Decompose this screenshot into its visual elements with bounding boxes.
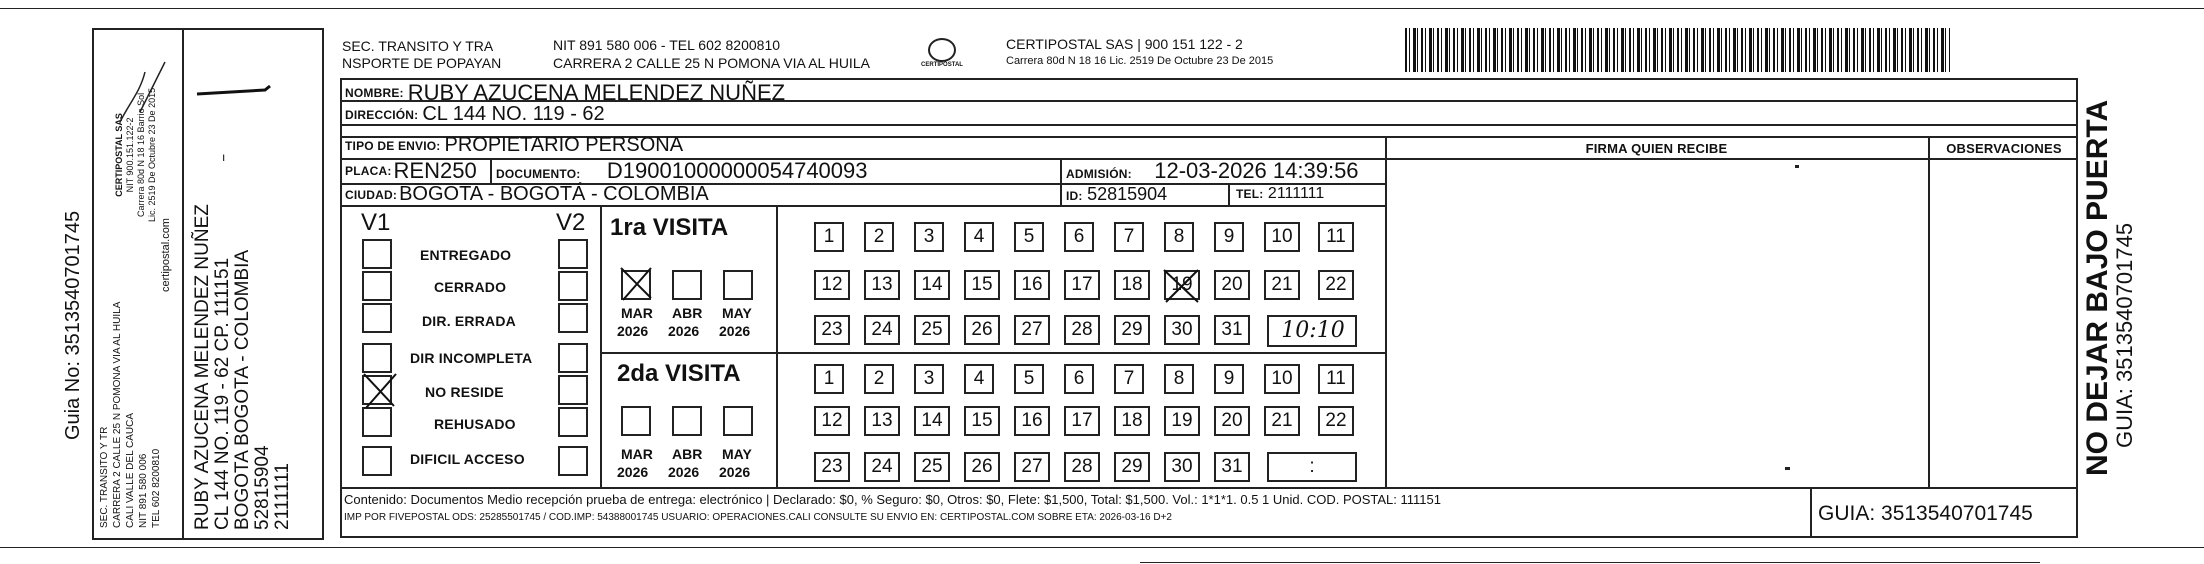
visit2-day-31[interactable]: 31 — [1214, 452, 1250, 482]
status-dificil-acceso: DIFICIL ACCESO — [410, 451, 525, 467]
visit2-day-10[interactable]: 10 — [1264, 364, 1300, 394]
id-group — [1066, 184, 1167, 205]
visit2-day-26[interactable]: 26 — [964, 452, 1000, 482]
status-dir-incompleta: DIR INCOMPLETA — [410, 350, 533, 366]
v2-checkbox-dir-incompleta[interactable] — [558, 343, 588, 373]
company-info — [1006, 36, 1273, 67]
v2-checkbox-dir-errada[interactable] — [558, 303, 588, 333]
admision-group — [1066, 158, 1359, 184]
visit2-day-7[interactable]: 7 — [1114, 364, 1144, 394]
documento-group — [496, 158, 868, 184]
visit2-day-2[interactable]: 2 — [864, 364, 894, 394]
v2-checkbox-rehusado[interactable] — [558, 407, 588, 437]
visit1-day-7[interactable]: 7 — [1114, 222, 1144, 252]
stub-recipient-line: BOGOTA BOGOTA - COLOMBIA — [232, 249, 253, 530]
visit2-day-20[interactable]: 20 — [1214, 406, 1250, 436]
v2-checkbox-entregado[interactable] — [558, 239, 588, 269]
logo-icon — [928, 38, 956, 62]
visit1-title: 1ra VISITA — [610, 214, 729, 241]
sender-info — [553, 36, 870, 72]
obs-col-left — [1928, 136, 1930, 488]
visit2-day-14[interactable]: 14 — [914, 406, 950, 436]
visit1-day-1[interactable]: 1 — [814, 222, 844, 252]
visit2-day-23[interactable]: 23 — [814, 452, 850, 482]
visit2-day-28[interactable]: 28 — [1064, 452, 1100, 482]
visit1-year-may: 2026 — [719, 323, 751, 339]
visit1-day-2[interactable]: 2 — [864, 222, 894, 252]
nombre-label: NOMBRE: — [345, 86, 404, 100]
id-value: 52815904 — [1087, 184, 1168, 204]
id-divider — [1228, 183, 1230, 205]
stub-signature-mark — [110, 52, 170, 132]
stub-company-line: Lic. 2519 De Octubre 23 De 2015 — [147, 87, 157, 222]
sender-name-2: NSPORTE DE POPAYAN — [342, 55, 502, 71]
visit2-day-22[interactable]: 22 — [1318, 406, 1354, 436]
visit2-day-4[interactable]: 4 — [964, 364, 994, 394]
footer-guia: GUIA: 3513540701745 — [1818, 502, 2033, 525]
placa-label: PLACA: — [345, 164, 392, 178]
visit1-year-abr: 2026 — [668, 323, 700, 339]
visit1-day-5[interactable]: 5 — [1014, 222, 1044, 252]
sender-name-1: SEC. TRANSITO Y TRA — [342, 38, 494, 54]
stub-company-line: CERTIPOSTAL SAS — [114, 113, 124, 197]
visit2-month-mar: MAR — [621, 446, 653, 462]
visit1-mar-check-mark — [617, 264, 657, 304]
stub-recipient-line: CL 144 NO. 119 - 62 CP. 111151 — [212, 257, 233, 530]
v2-checkbox-no-reside[interactable] — [558, 375, 588, 405]
visit2-day-11[interactable]: 11 — [1318, 364, 1354, 394]
visit2-day-29[interactable]: 29 — [1114, 452, 1150, 482]
visit2-day-17[interactable]: 17 — [1064, 406, 1100, 436]
stub-website: certipostal.com — [160, 218, 172, 292]
status-entregado: ENTREGADO — [420, 247, 512, 263]
row-line-footer — [340, 487, 2078, 489]
status-no-reside: NO RESIDE — [425, 384, 504, 400]
stub-recipient-line: 2111111 — [272, 463, 293, 530]
firma-header: FIRMA QUIEN RECIBE — [1585, 141, 1728, 156]
visit1-month-may-checkbox[interactable] — [723, 270, 753, 300]
visit1-day-3[interactable]: 3 — [914, 222, 944, 252]
visit2-time-field[interactable]: : — [1267, 452, 1357, 482]
no-dejar-bajo-puerta: NO DEJAR BAJO PUERTA — [2081, 99, 2114, 476]
v1-checkbox-dificil-acceso[interactable] — [362, 446, 392, 476]
tipo-value: PROPIETARIO PERSONA — [444, 134, 684, 156]
outer-bottom-border — [0, 547, 2204, 548]
visit2-day-19[interactable]: 19 — [1164, 406, 1200, 436]
visit2-day-9[interactable]: 9 — [1214, 364, 1244, 394]
company-name: CERTIPOSTAL SAS | 900 151 122 - 2 — [1006, 36, 1243, 52]
documento-divider — [1060, 158, 1062, 205]
ciudad-label: CIUDAD: — [345, 187, 398, 202]
placa-divider — [490, 158, 492, 183]
visit1-day-6[interactable]: 6 — [1064, 222, 1094, 252]
visit1-day-26[interactable]: 26 — [964, 315, 1000, 345]
visit1-day-24[interactable]: 24 — [864, 315, 900, 345]
visit1-day-4[interactable]: 4 — [964, 222, 994, 252]
visit1-day-12[interactable]: 12 — [814, 270, 850, 300]
visit2-day-6[interactable]: 6 — [1064, 364, 1094, 394]
visit1-day-19[interactable]: 19 — [1164, 270, 1200, 300]
visit-separator-right — [776, 352, 1385, 354]
visit1-day-14[interactable]: 14 — [914, 270, 950, 300]
stub-company-line: NIT 900.151.122-2 — [125, 117, 135, 193]
visit1-day-19-check-mark — [1160, 264, 1204, 308]
firma-col-left — [1385, 136, 1387, 488]
footer-line-1: Contenido: Documentos Medio recepción prueba de entrega: electrónico | Declarado: $0, % Seguro: $0, Otros: $0, Flete: $1,500, Total: $1,500. Vol.: 1*1*1. 0.5 1 Unid. COD. POSTAL: 111151 — [344, 492, 1441, 507]
visit2-day-15[interactable]: 15 — [964, 406, 1000, 436]
visit2-day-25[interactable]: 25 — [914, 452, 950, 482]
outer-bottom-border-2 — [1140, 562, 2040, 563]
visit2-day-18[interactable]: 18 — [1114, 406, 1150, 436]
stub-sender-line: NIT 891 580 006 — [138, 453, 149, 528]
visit1-day-11[interactable]: 11 — [1318, 222, 1354, 252]
visit2-month-abr-checkbox[interactable] — [672, 406, 702, 436]
stub-recipient-block — [193, 204, 293, 530]
outer-top-border — [0, 8, 2204, 9]
sender-address: CARRERA 2 CALLE 25 N POMONA VIA AL HUILA — [553, 55, 870, 71]
guia-number-vertical: Guia No: 3513540701745 — [62, 210, 84, 440]
stub-stroke-mark — [195, 82, 275, 102]
visit-separator — [600, 352, 776, 354]
admision-value: 12-03-2026 14:39:56 — [1154, 158, 1359, 183]
status-cerrado: CERRADO — [434, 279, 507, 295]
right-stub-warning — [2083, 100, 2137, 476]
direccion-label: DIRECCIÓN: — [345, 107, 419, 122]
visit1-day-17[interactable]: 17 — [1064, 270, 1100, 300]
visit1-day-20[interactable]: 20 — [1214, 270, 1250, 300]
stub-company-line: Carrera 80d N 18 16 Barrio Sol — [136, 92, 146, 217]
visit2-day-30[interactable]: 30 — [1164, 452, 1200, 482]
visit2-day-3[interactable]: 3 — [914, 364, 944, 394]
visit1-month-may: MAY — [722, 305, 752, 321]
nombre-value: RUBY AZUCENA MELENDEZ NUÑEZ — [407, 80, 786, 105]
visit1-day-18[interactable]: 18 — [1114, 270, 1150, 300]
status-dir-errada: DIR. ERRADA — [422, 313, 516, 329]
visit1-time-value: 10:10 — [1281, 318, 1345, 343]
visit2-day-24[interactable]: 24 — [864, 452, 900, 482]
stub-tick-mark: ı — [222, 150, 226, 164]
stub-sender-block — [98, 302, 163, 528]
visit2-month-mar-checkbox[interactable] — [621, 406, 651, 436]
visit2-day-12[interactable]: 12 — [814, 406, 850, 436]
stub-sender-line: CALI VALLE DEL CAUCA — [125, 412, 136, 528]
v1-header: V1 — [361, 209, 391, 236]
firma-dot — [1795, 165, 1799, 168]
company-address: Carrera 80d N 18 16 Lic. 2519 De Octubre 23 De 2015 — [1006, 55, 1274, 67]
no-reside-check-mark — [358, 368, 402, 412]
observaciones-header: OBSERVACIONES — [1946, 141, 2062, 156]
direccion-value: CL 144 NO. 119 - 62 — [422, 103, 605, 125]
visit2-day-5[interactable]: 5 — [1014, 364, 1044, 394]
stub-recipient-line: RUBY AZUCENA MELENDEZ NUÑEZ — [192, 204, 213, 530]
stub-sender-line: SEC. TRANSITO Y TR — [99, 426, 110, 528]
documento-value: D19001000000054740093 — [606, 158, 868, 183]
tel-group — [1236, 185, 1324, 203]
visit2-year-may: 2026 — [719, 464, 751, 480]
footer-line-2: IMP POR FIVEPOSTAL ODS: 25285501745 / COD.IMP: 54388001745 USUARIO: OPERACIONES.CALI CONSULTE SU ENVIO EN: CERTIPOSTAL.COM SOBRE ETA: 2026-03-16 D+2 — [344, 512, 1172, 523]
stub-recipient-line: 52815904 — [252, 445, 273, 530]
footer-guia-divider — [1810, 487, 1812, 537]
documento-label: DOCUMENTO: — [496, 167, 581, 181]
v2-checkbox-dificil-acceso[interactable] — [558, 446, 588, 476]
visit1-day-21[interactable]: 21 — [1264, 270, 1300, 300]
visit1-day-28[interactable]: 28 — [1064, 315, 1100, 345]
placa-row — [345, 158, 477, 184]
v1-checkbox-dir-errada[interactable] — [362, 303, 392, 333]
visit2-month-abr: ABR — [672, 446, 703, 462]
visit2-year-mar: 2026 — [617, 464, 649, 480]
firma-dot-2 — [1785, 467, 1790, 470]
v1-checkbox-entregado[interactable] — [362, 239, 392, 269]
placa-value: REN250 — [393, 158, 477, 183]
visit1-year-mar: 2026 — [617, 323, 649, 339]
visit1-day-15[interactable]: 15 — [964, 270, 1000, 300]
logo-text: CERTIPOSTAL — [921, 62, 963, 68]
stub-sender-line: TEL 602 8200810 — [151, 448, 162, 528]
tel-value: 2111111 — [1267, 185, 1325, 202]
ciudad-value: BOGOTA - BOGOTÁ - COLOMBIA — [399, 183, 709, 205]
visit1-day-22[interactable]: 22 — [1318, 270, 1354, 300]
visit1-day-16[interactable]: 16 — [1014, 270, 1050, 300]
visit1-day-31[interactable]: 31 — [1214, 315, 1250, 345]
visit2-year-abr: 2026 — [668, 464, 700, 480]
visit1-day-27[interactable]: 27 — [1014, 315, 1050, 345]
visit2-day-16[interactable]: 16 — [1014, 406, 1050, 436]
tipo-label: TIPO DE ENVIO: — [345, 138, 441, 153]
visit2-day-13[interactable]: 13 — [864, 406, 900, 436]
visit2-title: 2da VISITA — [617, 360, 741, 387]
visit1-day-23[interactable]: 23 — [814, 315, 850, 345]
visit1-day-29[interactable]: 29 — [1114, 315, 1150, 345]
visit1-day-8[interactable]: 8 — [1164, 222, 1194, 252]
tel-label: TEL: — [1236, 187, 1264, 201]
visit2-month-may: MAY — [722, 446, 752, 462]
visit1-day-9[interactable]: 9 — [1214, 222, 1244, 252]
v1-checkbox-cerrado[interactable] — [362, 271, 392, 301]
visit2-month-may-checkbox[interactable] — [723, 406, 753, 436]
direccion-row — [345, 103, 605, 126]
certipostal-logo — [912, 38, 972, 68]
visit2-day-21[interactable]: 21 — [1264, 406, 1300, 436]
ciudad-row — [345, 183, 709, 206]
stub-sender-line: CARRERA 2 CALLE 25 N POMONA VIA AL HUILA — [112, 301, 123, 528]
visit2-day-8[interactable]: 8 — [1164, 364, 1194, 394]
visit1-month-abr: ABR — [672, 305, 703, 321]
admision-label: ADMISIÓN: — [1066, 167, 1132, 181]
visit1-day-25[interactable]: 25 — [914, 315, 950, 345]
status-divider — [600, 205, 602, 487]
right-stub-guia: GUIA: 3513540701745 — [2112, 222, 2137, 448]
tipo-row — [345, 134, 683, 157]
v2-checkbox-cerrado[interactable] — [558, 271, 588, 301]
left-stub-divider — [182, 28, 184, 538]
barcode — [1405, 28, 1950, 72]
visit-divider — [776, 205, 778, 487]
visit1-month-abr-checkbox[interactable] — [672, 270, 702, 300]
visit2-day-1[interactable]: 1 — [814, 364, 844, 394]
sender-nit: NIT 891 580 006 - TEL 602 8200810 — [553, 37, 781, 53]
firma-header-line — [1385, 158, 2078, 160]
visit2-day-27[interactable]: 27 — [1014, 452, 1050, 482]
visit1-day-30[interactable]: 30 — [1164, 315, 1200, 345]
visit1-month-mar: MAR — [621, 305, 653, 321]
sender-name — [342, 38, 501, 72]
status-rehusado: REHUSADO — [434, 416, 516, 432]
id-label: ID: — [1066, 189, 1083, 203]
visit1-day-10[interactable]: 10 — [1264, 222, 1300, 252]
v2-header: V2 — [556, 209, 586, 236]
visit1-day-13[interactable]: 13 — [864, 270, 900, 300]
